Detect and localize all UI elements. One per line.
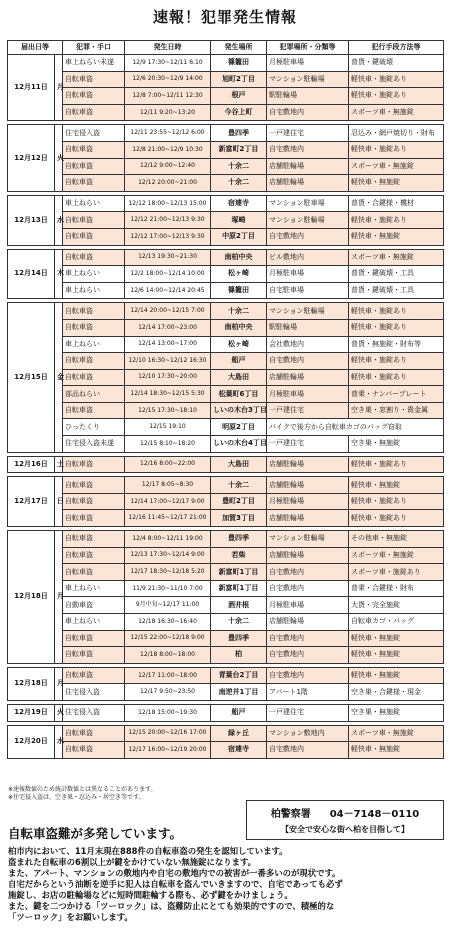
crime-method: 軽快車・無施錠 <box>349 667 444 684</box>
table-row <box>8 547 444 564</box>
crime-place: 十余二 <box>211 614 267 631</box>
crime-method: 軽快車・無施錠 <box>349 477 444 494</box>
table-row <box>8 71 444 88</box>
crime-method: 大貨・完全施錠 <box>349 597 444 614</box>
crime-type: 自転車盗 <box>63 88 125 105</box>
crime-place: 松ヶ崎 <box>211 266 267 283</box>
report-date: 12月12日 <box>8 125 55 191</box>
table-row <box>8 704 444 721</box>
crime-method: スポーツ車・無施錠 <box>349 158 444 175</box>
crime-place: 篠籠田 <box>211 55 267 72</box>
crime-method: 軽快車・施錠あり <box>349 88 444 105</box>
crime-datetime: 12/17 11:00~18:00 <box>125 667 211 684</box>
crime-type: ひったくり <box>63 419 125 436</box>
crime-type: 自転車盗 <box>63 158 125 175</box>
police-phone: 04－7148－0110 <box>329 809 420 820</box>
crime-datetime: 12/18 8:00~18:00 <box>125 647 211 664</box>
crime-place: しいの木台4丁目 <box>211 436 267 453</box>
crime-datetime: 12/14 13:00~17:00 <box>125 336 211 353</box>
crime-type: 部品ねらい <box>63 386 125 403</box>
crime-place: 豊町2丁目 <box>211 493 267 510</box>
crime-place: 旭町2丁目 <box>211 71 267 88</box>
crime-location: 自宅敷地内 <box>267 104 349 121</box>
report-date: 12月17日 <box>8 477 55 527</box>
crime-method: スポーツ車・無施錠 <box>349 249 444 266</box>
crime-type: 住宅侵入盗 <box>63 125 125 142</box>
crime-location: マンション駐輪場 <box>267 212 349 229</box>
crime-place: 十余二 <box>211 158 267 175</box>
crime-type: 自転車盗 <box>63 402 125 419</box>
crime-place: 新富町2丁目 <box>211 141 267 158</box>
report-date: 12月19日 <box>8 704 55 721</box>
crime-method: 普貨・鍵破壊・工具 <box>349 282 444 299</box>
crime-method: 軽快車・施錠あり <box>349 353 444 370</box>
report-date: 12月15日 <box>8 303 55 452</box>
crime-datetime: 12/14 17:00~23:00 <box>125 319 211 336</box>
crime-method: 忍込み・網戸焼切り・財布 <box>349 125 444 142</box>
crime-type: 自転車盗 <box>63 564 125 581</box>
crime-place: 豊四季 <box>211 630 267 647</box>
crime-location: 一戸建住宅 <box>267 704 349 721</box>
headline: 自転車盗難が多発しています。 <box>8 826 183 841</box>
crime-datetime: 12/12 9:00~12:40 <box>125 158 211 175</box>
crime-location: 月極駐車場 <box>267 266 349 283</box>
crime-place: 南逆井1丁目 <box>211 684 267 701</box>
table-row <box>8 104 444 121</box>
crime-location: 店舗駐輪場 <box>267 477 349 494</box>
table-row <box>8 303 444 320</box>
crime-datetime: 12/13 17:30~12/14 9:00 <box>125 547 211 564</box>
crime-method: 空き巣・無施錠 <box>349 436 444 453</box>
crime-place: 緑ヶ丘 <box>211 725 267 742</box>
crime-method: 軽快車・施錠あり <box>349 319 444 336</box>
table-row <box>8 141 444 158</box>
crime-datetime: 12/18 15:00~19:30 <box>125 704 211 721</box>
note-line: ※住宅侵入盗は、空き巣・忍込み・居空き等です。 <box>8 794 145 801</box>
crime-location: 店舗駐輪場 <box>267 175 349 192</box>
crime-location: 店舗駐輪場 <box>267 510 349 527</box>
table-row <box>8 266 444 283</box>
crime-type: 車上ねらい <box>63 282 125 299</box>
crime-location: 自宅敷地内 <box>267 564 349 581</box>
crime-datetime: 12/15 20:00~12/16 17:00 <box>125 725 211 742</box>
table-row <box>8 580 444 597</box>
crime-place: 南柏中央 <box>211 249 267 266</box>
crime-location: 自宅敷地内 <box>267 647 349 664</box>
crime-datetime: 12/13 19:30~21:30 <box>125 249 211 266</box>
crime-datetime: 12/6 14:00~12/14 20:45 <box>125 282 211 299</box>
report-date: 12月18日 <box>8 667 55 700</box>
crime-place: 豊四季 <box>211 531 267 548</box>
crime-location: 店舗駐輪場 <box>267 614 349 631</box>
report-weekday: 水 <box>55 725 63 758</box>
table-row <box>8 282 444 299</box>
header-datetime: 発生日時 <box>125 41 211 55</box>
crime-type: 自転車盗 <box>63 647 125 664</box>
police-phone-line <box>247 805 443 820</box>
crime-place: 新富町1丁目 <box>211 564 267 581</box>
crime-location: 店舗駐輪場 <box>267 456 349 473</box>
note-line: ※速報数値のため統計数値とは異なることがあります。 <box>8 786 157 793</box>
crime-datetime: 12/11 9:20~13:20 <box>125 104 211 121</box>
crime-location: 自宅敷地内 <box>267 630 349 647</box>
crime-method: スポーツ車・施錠あり <box>349 564 444 581</box>
crime-location: 月極駐輪場 <box>267 493 349 510</box>
crime-location: 駅駐輪場 <box>267 88 349 105</box>
crime-datetime: 12/2 18:00~12/14 10:00 <box>125 266 211 283</box>
report-date: 12月20日 <box>8 725 55 758</box>
report-weekday: 土 <box>55 456 63 473</box>
table-row <box>8 175 444 192</box>
crime-type: 自転車盗 <box>63 175 125 192</box>
crime-method: 軽快車・無施錠 <box>349 175 444 192</box>
report-date: 12月11日 <box>8 55 55 121</box>
crime-place: 大島田 <box>211 456 267 473</box>
crime-datetime: 12/11 23:55~12/12 6:00 <box>125 125 211 142</box>
crime-place: 松葉町6丁目 <box>211 386 267 403</box>
crime-type: 自転車盗 <box>63 630 125 647</box>
table-row <box>8 125 444 142</box>
crime-type: 自転車盗 <box>63 456 125 473</box>
crime-location: 会社敷地内 <box>267 336 349 353</box>
crime-type: 車上ねらい <box>63 580 125 597</box>
crime-method: 空き巣・合鍵様・現金 <box>349 684 444 701</box>
crime-place: 豊四季 <box>211 125 267 142</box>
crime-datetime: 12/15 17:30~18:10 <box>125 402 211 419</box>
crime-location: 自宅敷地内 <box>267 141 349 158</box>
crime-datetime: 12/9 17:30~12/11 6:10 <box>125 55 211 72</box>
table-row <box>8 386 444 403</box>
crime-method: 軽快車・施錠あり <box>349 510 444 527</box>
crime-type: 車上ねらい <box>63 266 125 283</box>
report-date: 12月18日 <box>8 531 55 664</box>
crime-type: 自転車盗 <box>63 369 125 386</box>
table-row <box>8 456 444 473</box>
crime-datetime: 12/10 16:30~12/12 16:30 <box>125 353 211 370</box>
table-row <box>8 477 444 494</box>
crime-datetime: 12/18 16:30~16:40 <box>125 614 211 631</box>
crime-place: 若柴 <box>211 547 267 564</box>
crime-datetime: 12/12 20:00~21:00 <box>125 175 211 192</box>
crime-datetime: 12/14 20:00~12/15 7:00 <box>125 303 211 320</box>
report-weekday: 金 <box>55 303 63 452</box>
crime-place: 大島田 <box>211 369 267 386</box>
crime-type: 自転車盗 <box>63 477 125 494</box>
crime-location: 月極駐車場 <box>267 597 349 614</box>
crime-location: 一戸建住宅 <box>267 436 349 453</box>
crime-datetime: 12/17 18:30~12/18 5:20 <box>125 564 211 581</box>
crime-place: 塚崎 <box>211 212 267 229</box>
report-weekday: 月 <box>55 667 63 700</box>
crime-location: バイクで後方から自転車カゴのバッグ窃取 <box>267 419 444 436</box>
report-weekday: 月 <box>55 55 63 121</box>
crime-type: 自転車盗 <box>63 725 125 742</box>
crime-type: 自転車盗 <box>63 319 125 336</box>
table-row <box>8 564 444 581</box>
crime-datetime: 12/14 18:30~12/15 5:30 <box>125 386 211 403</box>
crime-method: 普乗・ナンバープレート <box>349 386 444 403</box>
table-row <box>8 212 444 229</box>
notice-line: また、アパート、マンションの敷地内や自宅の敷地内での被害が一番多いのが現状です。 <box>8 868 341 878</box>
crime-datetime: 12/14 17:00~12/17 9:00 <box>125 493 211 510</box>
report-weekday: 月 <box>55 531 63 664</box>
crime-method: 軽快車・施錠あり <box>349 71 444 88</box>
crime-type: 住宅侵入盗未遂 <box>63 436 125 453</box>
table-row <box>8 336 444 353</box>
table-body <box>8 55 444 759</box>
crime-datetime: 12/15 8:10~18:20 <box>125 436 211 453</box>
notice-line: 施錠し、お店の駐輪場などに短時間駐輪する際も、必ず鍵をかけましょう。 <box>8 890 293 900</box>
table-row <box>8 228 444 245</box>
report-weekday: 水 <box>55 195 63 245</box>
table-row <box>8 88 444 105</box>
crime-location: マンション駐輪場 <box>267 71 349 88</box>
header-place: 発生場所 <box>211 41 267 55</box>
crime-type: 住宅侵入盗 <box>63 684 125 701</box>
header-type: 犯罪・手口 <box>63 41 125 55</box>
crime-place: しいの木台3丁目 <box>211 402 267 419</box>
crime-location: マンション駐輪場 <box>267 303 349 320</box>
crime-method: 普貨・鍵破壊 <box>349 55 444 72</box>
crime-datetime: 12/17 16:00~12/19 20:00 <box>125 742 211 759</box>
crime-type: 自転車盗 <box>63 303 125 320</box>
table-row <box>8 419 444 436</box>
report-weekday: 木 <box>55 249 63 299</box>
notice-line: 盗まれた自転車の6割以上が鍵をかけていない無施錠になります。 <box>8 857 257 867</box>
crime-type: 自転車盗 <box>63 493 125 510</box>
crime-type: 自転車盗 <box>63 510 125 527</box>
crime-type: 自転車盗 <box>63 742 125 759</box>
table-row <box>8 55 444 72</box>
crime-type: 車上ねらい未遂 <box>63 55 125 72</box>
crime-place: 青葉台2丁目 <box>211 667 267 684</box>
crime-datetime: 12/16 8:00~22:00 <box>125 456 211 473</box>
table-row <box>8 630 444 647</box>
crime-location: マンション敷地内 <box>267 725 349 742</box>
table-row <box>8 436 444 453</box>
crime-method: 普貨・鍵破壊・工具 <box>349 266 444 283</box>
report-date: 12月14日 <box>8 249 55 299</box>
crime-method: 軽快車・施錠あり <box>349 369 444 386</box>
crime-location: 自宅駐車場 <box>267 282 349 299</box>
crime-datetime: 12/16 11:45~12/17 21:00 <box>125 510 211 527</box>
crime-type: 車上ねらい <box>63 614 125 631</box>
crime-datetime: 12/10 17:30~20:00 <box>125 369 211 386</box>
crime-datetime: 12/8 7:00~12/11 12:30 <box>125 88 211 105</box>
crime-place: 船戸 <box>211 353 267 370</box>
table-row <box>8 684 444 701</box>
crime-location: 店舗駐輪場 <box>267 547 349 564</box>
crime-location: 月極駐車場 <box>267 55 349 72</box>
crime-datetime: 9月中旬~12/17 11:00 <box>125 597 211 614</box>
crime-location: アパート1階 <box>267 684 349 701</box>
report-weekday: 火 <box>55 704 63 721</box>
crime-type: 自転車盗 <box>63 228 125 245</box>
crime-location: 店舗駐輪場 <box>267 369 349 386</box>
report-date: 12月16日 <box>8 456 55 473</box>
table-row <box>8 725 444 742</box>
crime-method: 空き巣・窓割り・貴金属 <box>349 402 444 419</box>
crime-place: 新富町1丁目 <box>211 580 267 597</box>
crime-datetime: 12/15 22:00~12/18 9:00 <box>125 630 211 647</box>
crime-datetime: 12/12 18:00~12/13 15:00 <box>125 195 211 212</box>
crime-location: マンション駐輪場 <box>267 531 349 548</box>
crime-type: 車上ねらい <box>63 336 125 353</box>
crime-method: スポーツ車・無施錠 <box>349 547 444 564</box>
crime-location: 自宅敷地内 <box>267 580 349 597</box>
table-row <box>8 319 444 336</box>
crime-place: 根戸 <box>211 88 267 105</box>
crime-location: 店舗駐輪場 <box>267 158 349 175</box>
crime-type: 自転車盗 <box>63 104 125 121</box>
police-name: 柏警察署 <box>270 809 311 820</box>
table-row <box>8 195 444 212</box>
crime-method: 空き巣・無施錠 <box>349 704 444 721</box>
crime-place: 十余二 <box>211 303 267 320</box>
crime-type: 車上ねらい <box>63 195 125 212</box>
crime-place: 明原2丁目 <box>211 419 267 436</box>
crime-location: 一戸建住宅 <box>267 402 349 419</box>
crime-type: 自転車盗 <box>63 141 125 158</box>
table-row <box>8 369 444 386</box>
crime-place: 中原2丁目 <box>211 228 267 245</box>
crime-method: 普貨・合鍵様・機材 <box>349 195 444 212</box>
crime-type: 自転車盗 <box>63 249 125 266</box>
crime-location: ビル敷地内 <box>267 249 349 266</box>
crime-type: 自動車盗 <box>63 597 125 614</box>
table-row <box>8 531 444 548</box>
table-row <box>8 597 444 614</box>
notice-line: 自宅だからという油断を逆手に犯人は自転車を盗んでいきますので、自宅であっても必ず <box>8 879 343 889</box>
crime-datetime: 12/6 20:30~12/9 14:00 <box>125 71 211 88</box>
table-header-row <box>8 41 444 55</box>
report-weekday: 火 <box>55 125 63 191</box>
crime-datetime: 12/17 9:50~23:50 <box>125 684 211 701</box>
crime-table <box>7 40 444 759</box>
crime-place: 今谷上町 <box>211 104 267 121</box>
police-slogan: 【安全で安心な街へ柏を目指して】 <box>281 825 409 834</box>
header-method: 犯行手段方法等 <box>349 41 444 55</box>
crime-type: 自転車盗 <box>63 71 125 88</box>
crime-method: 軽快車・施錠あり <box>349 493 444 510</box>
header-location: 犯罪場所・分類等 <box>267 41 349 55</box>
table-row <box>8 353 444 370</box>
crime-method: 軽快車・施錠あり <box>349 141 444 158</box>
crime-method: 軽快車・施錠あり <box>349 212 444 229</box>
table-row <box>8 742 444 759</box>
crime-type: 自転車盗 <box>63 667 125 684</box>
crime-method: 軽快車・施錠あり <box>349 456 444 473</box>
crime-method: 普乗・合鍵様・財布 <box>349 580 444 597</box>
crime-type: 住宅侵入盗 <box>63 704 125 721</box>
table-row <box>8 667 444 684</box>
crime-location: マンション駐車場 <box>267 195 349 212</box>
crime-location: 自宅敷地内 <box>267 742 349 759</box>
page-title: 速報！犯罪発生情報 <box>152 8 297 26</box>
report-date: 12月13日 <box>8 195 55 245</box>
crime-type: 自転車盗 <box>63 547 125 564</box>
crime-datetime: 12/12 17:00~12/13 9:30 <box>125 228 211 245</box>
table-row <box>8 510 444 527</box>
crime-location: 自宅敷地内 <box>267 353 349 370</box>
crime-method: 軽快車・無施錠 <box>349 647 444 664</box>
crime-method: 軽快車・施錠あり <box>349 303 444 320</box>
crime-method: スポーツ車・無施錠 <box>349 104 444 121</box>
crime-method: 自転車カゴ・バッグ <box>349 614 444 631</box>
notes <box>8 786 157 802</box>
crime-place: 十余二 <box>211 175 267 192</box>
crime-datetime: 12/15 19:10 <box>125 419 211 436</box>
crime-location: 駅駐輪場 <box>267 319 349 336</box>
crime-place: 松ヶ崎 <box>211 336 267 353</box>
crime-place: 宿連寺 <box>211 742 267 759</box>
crime-method: 普貨・無施錠・財布等 <box>349 336 444 353</box>
crime-place: 篠籠田 <box>211 282 267 299</box>
notice-line: 柏市内において、11月末現在888件の自転車盗の発生を認知しています。 <box>8 846 288 856</box>
table-row <box>8 493 444 510</box>
crime-place: 宿連寺 <box>211 195 267 212</box>
crime-place: 柏 <box>211 647 267 664</box>
notice-body <box>8 846 444 923</box>
crime-place: 加賀3丁目 <box>211 510 267 527</box>
crime-place: 船戸 <box>211 704 267 721</box>
crime-datetime: 12/17 8:05~8:30 <box>125 477 211 494</box>
crime-datetime: 12/4 8:00~12/11 19:00 <box>125 531 211 548</box>
crime-method: 軽快車・無施錠 <box>349 630 444 647</box>
notice-line: 「ツーロック」をお願いします。 <box>8 912 133 922</box>
crime-datetime: 12/8 21:00~12/9 10:30 <box>125 141 211 158</box>
police-contact-box <box>246 800 444 840</box>
crime-location: 月極駐車場 <box>267 386 349 403</box>
crime-datetime: 11/9 21:30~11/10 7:00 <box>125 580 211 597</box>
crime-location: 自宅敷地内 <box>267 667 349 684</box>
table-row <box>8 614 444 631</box>
table-row <box>8 647 444 664</box>
crime-location: 自宅敷地内 <box>267 228 349 245</box>
crime-place: 酒井根 <box>211 597 267 614</box>
crime-datetime: 12/12 21:00~12/13 9:30 <box>125 212 211 229</box>
crime-type: 自転車盗 <box>63 353 125 370</box>
table-row <box>8 402 444 419</box>
crime-location: 一戸建住宅 <box>267 125 349 142</box>
table-row <box>8 158 444 175</box>
header-date: 届出日等 <box>8 41 63 55</box>
crime-method: その他車・無施錠 <box>349 531 444 548</box>
notice-line: また、鍵を二つかける「ツーロック」は、盗難防止にとても効果的ですので、積極的な <box>8 901 335 911</box>
crime-method: 軽快車・無施錠 <box>349 228 444 245</box>
table-row <box>8 249 444 266</box>
crime-place: 南柏中央 <box>211 319 267 336</box>
crime-type: 自転車盗 <box>63 531 125 548</box>
crime-type: 自転車盗 <box>63 212 125 229</box>
report-weekday: 日 <box>55 477 63 527</box>
crime-method: スポーツ車・無施錠 <box>349 725 444 742</box>
crime-place: 十余二 <box>211 477 267 494</box>
crime-method: 軽快車・無施錠 <box>349 742 444 759</box>
